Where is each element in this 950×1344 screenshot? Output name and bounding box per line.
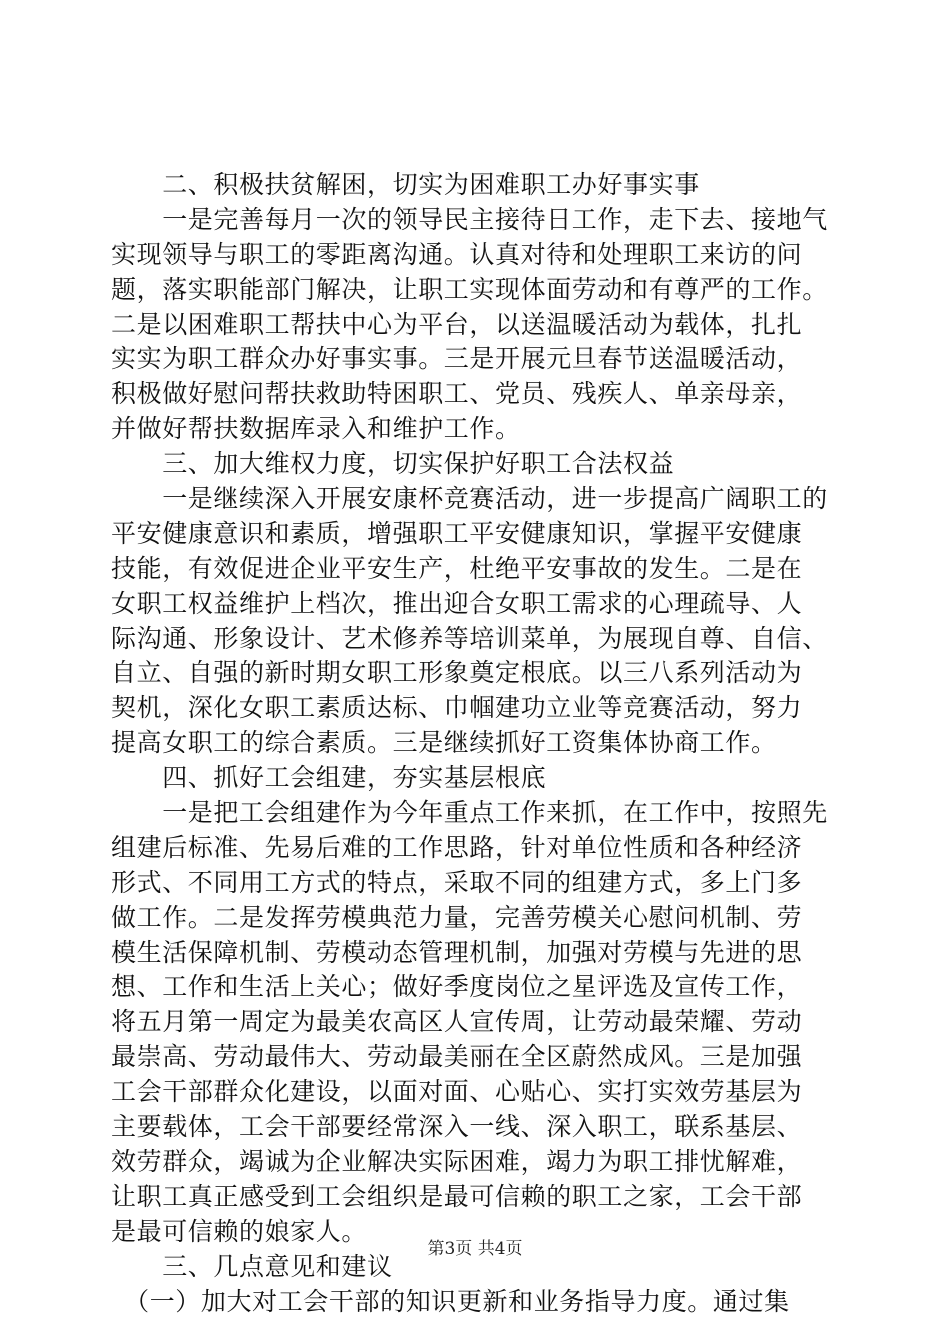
text-line: 四、抓好工会组建，夯实基层根底: [111, 763, 547, 793]
text-line: 工会干部群众化建设，以面对面、心贴心、实打实效劳基层为: [111, 1077, 803, 1107]
text-line: 想、工作和生活上关心；做好季度岗位之星评选及宣传工作，: [111, 972, 803, 1002]
text-line: 题，落实职能部门解决，让职工实现体面劳动和有尊严的工作。: [111, 274, 828, 304]
text-line: 契机，深化女职工素质达标、巾帼建功立业等竞赛活动，努力: [111, 693, 803, 723]
text-line: 一是完善每月一次的领导民主接待日工作，走下去、接地气: [111, 204, 828, 234]
text-line: 提高女职工的综合素质。三是继续抓好工资集体协商工作。: [111, 728, 777, 758]
text-line: 三、加大维权力度，切实保护好职工合法权益: [111, 449, 675, 479]
text-line: 一是继续深入开展安康杯竞赛活动，进一步提高广阔职工的: [111, 484, 828, 514]
text-line: 平安健康意识和素质，增强职工平安健康知识，掌握平安健康: [111, 518, 803, 548]
text-line: 三、几点意见和建议: [111, 1251, 393, 1281]
text-line: 自立、自强的新时期女职工形象奠定根底。以三八系列活动为: [111, 658, 803, 688]
text-line: 二、积极扶贫解困，切实为困难职工办好事实事: [111, 170, 700, 199]
text-line: 做工作。二是发挥劳模典范力量，完善劳模关心慰问机制、劳: [111, 902, 803, 932]
text-line: 际沟通、形象设计、艺术修养等培训菜单，为展现自尊、自信、: [111, 623, 828, 653]
text-line: 技能，有效促进企业平安生产，杜绝平安事故的发生。二是在: [111, 553, 803, 583]
text-line: 一是把工会组建作为今年重点工作来抓，在工作中，按照先: [111, 798, 828, 828]
text-line: 二是以困难职工帮扶中心为平台，以送温暖活动为载体，扎扎: [111, 309, 803, 339]
text-line: 让职工真正感受到工会组织是最可信赖的职工之家，工会干部: [111, 1181, 803, 1211]
document-body: [111, 168, 841, 1319]
page-footer: [0, 1238, 950, 1260]
text-line: 组建后标准、先易后难的工作思路，针对单位性质和各种经济: [111, 832, 803, 862]
text-line: 并做好帮扶数据库录入和维护工作。: [111, 414, 521, 444]
text-line: 主要载体，工会干部要经常深入一线、深入职工，联系基层、: [111, 1112, 803, 1142]
text-line: 是最可信赖的娘家人。: [111, 1216, 368, 1246]
text-line: 模生活保障机制、劳模动态管理机制，加强对劳模与先进的思: [111, 937, 803, 967]
text-line: 女职工权益维护上档次，推出迎合女职工需求的心理疏导、人: [111, 588, 803, 618]
page-number-label: 第3页 共4页: [427, 1239, 523, 1259]
text-line: （一）加大对工会干部的知识更新和业务指导力度。通过集: [111, 1286, 790, 1316]
text-line: 将五月第一周定为最美农高区人宣传周，让劳动最荣耀、劳动: [111, 1007, 803, 1037]
text-line: 最崇高、劳动最伟大、劳动最美丽在全区蔚然成风。三是加强: [111, 1042, 803, 1072]
text-line: 效劳群众，竭诚为企业解决实际困难，竭力为职工排忧解难，: [111, 1146, 803, 1176]
text-line: 积极做好慰问帮扶救助特困职工、党员、残疾人、单亲母亲，: [111, 379, 803, 409]
text-line: 实实为职工群众办好事实事。三是开展元旦春节送温暖活动，: [111, 344, 803, 374]
text-line: 形式、不同用工方式的特点，采取不同的组建方式，多上门多: [111, 867, 803, 897]
text-line: 实现领导与职工的零距离沟通。认真对待和处理职工来访的问: [111, 239, 803, 269]
